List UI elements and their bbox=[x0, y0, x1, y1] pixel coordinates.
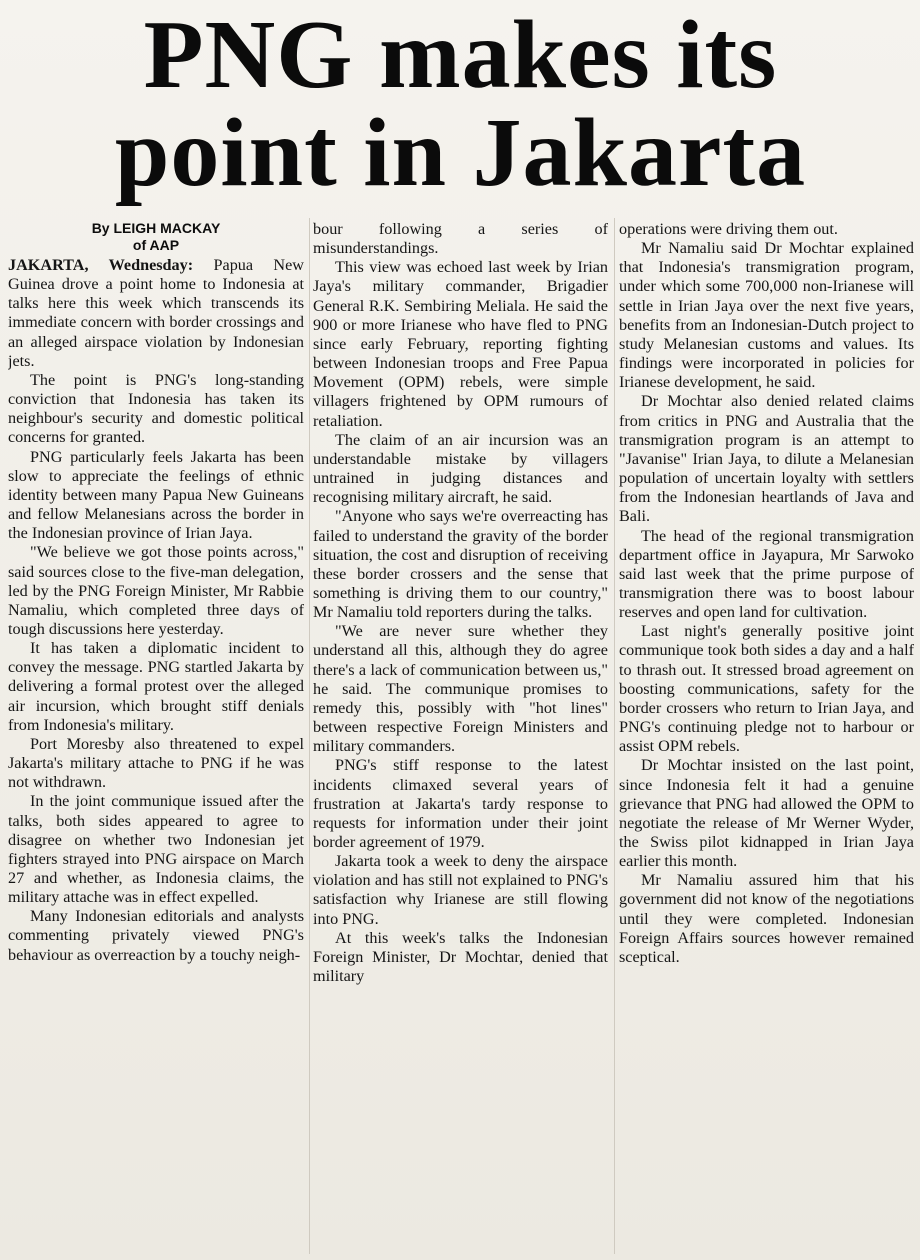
paragraph: PNG particularly feels Jakarta has been slow to appreciate the feelings of ethnic identity between many Papua New Guineans and fellow Melanesians across the border in the Indonesian province of Irian Jaya. bbox=[8, 447, 304, 543]
article-column-2 bbox=[313, 220, 608, 1256]
paragraph: Mr Namaliu assured him that his government did not know of the negotiations until they were completed. Indonesian Foreign Affairs sources however remained sceptical. bbox=[619, 871, 914, 966]
article-column-1 bbox=[8, 256, 304, 1256]
headline bbox=[18, 0, 903, 220]
byline-agency: of AAP bbox=[132, 237, 180, 253]
headline-line-1: PNG makes its bbox=[143, 1, 778, 109]
paragraph: Dr Mochtar also denied related claims from critics in PNG and Australia that the transmigration program is an attempt to "Javanise" Irian Jaya, to dilute a Melanesian population of uncertain loyalty with settlers from the Indonesian heartlands of Java and Bali. bbox=[619, 392, 914, 526]
paragraph: At this week's talks the Indonesian Foreign Minister, Dr Mochtar, denied that military bbox=[313, 928, 608, 986]
paragraph: The claim of an air incursion was an understandable mistake by villagers untrained in judging distances and recognising military aircraft, he said. bbox=[313, 430, 608, 507]
paragraph: Jakarta took a week to deny the airspace violation and has still not explained to PNG's satisfaction why Irianese are still flowing into PNG. bbox=[313, 852, 608, 928]
paragraph: "We are never sure whether they understand all this, although they do agree there's a lack of communication between us," he said. The communique promises to remedy this, possibly with "hot lines" between respective Foreign Ministers and military commanders. bbox=[313, 622, 608, 756]
lead-paragraph bbox=[8, 256, 304, 371]
paragraph: The head of the regional transmigration department office in Jayapura, Mr Sarwoko said last week that the prime purpose of transmigration there was to boost labour reserves and open land for cultivation. bbox=[619, 526, 914, 622]
paragraph: "We believe we got those points across," said sources close to the five-man delegation, led by the PNG Foreign Minister, Mr Rabbie Namaliu, which completed three days of tough discussions here yesterday. bbox=[8, 543, 304, 638]
paragraph: Port Moresby also threatened to expel Jakarta's military attache to PNG if he was not withdrawn. bbox=[8, 734, 304, 792]
paragraph: Many Indonesian editorials and analysts commenting privately viewed PNG's behaviour as overreaction by a touchy neigh- bbox=[8, 907, 304, 964]
paragraph: Dr Mochtar insisted on the last point, since Indonesia felt it had a genuine grievance that PNG had allowed the OPM to negotiate the release of Mr Werner Wyder, the Swiss pilot kidnapped in Irian Jaya earlier this month. bbox=[619, 756, 914, 871]
paragraph-continued: bour following a series of misunderstandings. bbox=[313, 220, 608, 258]
paragraph: In the joint communique issued after the talks, both sides appeared to agree to disagree on whether two Indonesian jet fighters strayed into PNG airspace on March 27 and whether, as Indonesia claims, the military attache was in effect expelled. bbox=[8, 792, 304, 907]
dateline: JAKARTA, Wednesday: bbox=[8, 256, 194, 274]
paragraph: This view was echoed last week by Irian Jaya's military commander, Brigadier General R.K. Sembiring Meliala. He said the 900 or more Irianese who have fled to PNG since early February, reporting fighting between Indonesian troops and Free Papua Movement (OPM) rebels, were simple villagers frightened by OPM rumours of retaliation. bbox=[313, 258, 608, 430]
byline bbox=[8, 220, 304, 254]
paragraph: Mr Namaliu said Dr Mochtar explained that Indonesia's transmigration program, under which some 700,000 non-Irianese will settle in Irian Jaya over the next five years, benefits from an Indonesian-Dutch project to study Melanesian customs and values. Its findings were incorporated in policies for Irianese development, he said. bbox=[619, 239, 914, 392]
column-divider bbox=[614, 218, 615, 1254]
paragraph: Last night's generally positive joint communique took both sides a day and a half to thrash out. It stressed broad agreement on boosting communications, safety for the border crossers who return to Irian Jaya, and PNG's continuing pledge not to harbour or assist OPM rebels. bbox=[619, 622, 914, 756]
paragraph: It has taken a diplomatic incident to convey the message. PNG startled Jakarta by delivering a formal protest over the alleged air incursion, which brought stiff denials from Indonesia's military. bbox=[8, 639, 304, 734]
headline-line-2: point in Jakarta bbox=[114, 99, 807, 207]
paragraph: "Anyone who says we're overreacting has failed to understand the gravity of the border situation, the cost and disruption of receiving these border crossers and the sense that something is driving them to our country," Mr Namaliu told reporters during the talks. bbox=[313, 507, 608, 622]
paragraph: PNG's stiff response to the latest incidents climaxed several years of frustration at Jakarta's tardy response to requests for information under their joint border agreement of 1979. bbox=[313, 756, 608, 851]
byline-author: By LEIGH MACKAY bbox=[91, 220, 221, 236]
paragraph: The point is PNG's long-standing conviction that Indonesia has taken its neighbour's security and domestic political concerns for granted. bbox=[8, 370, 304, 447]
article-column-3 bbox=[619, 220, 914, 1256]
column-divider bbox=[309, 218, 310, 1254]
paragraph-continued: operations were driving them out. bbox=[619, 220, 838, 238]
lead-text: Papua New Guinea drove a point home to Indonesia at talks here this week which transcends its immediate concern with border crossings and an alleged airspace violation by Indonesian jets. bbox=[8, 256, 304, 370]
